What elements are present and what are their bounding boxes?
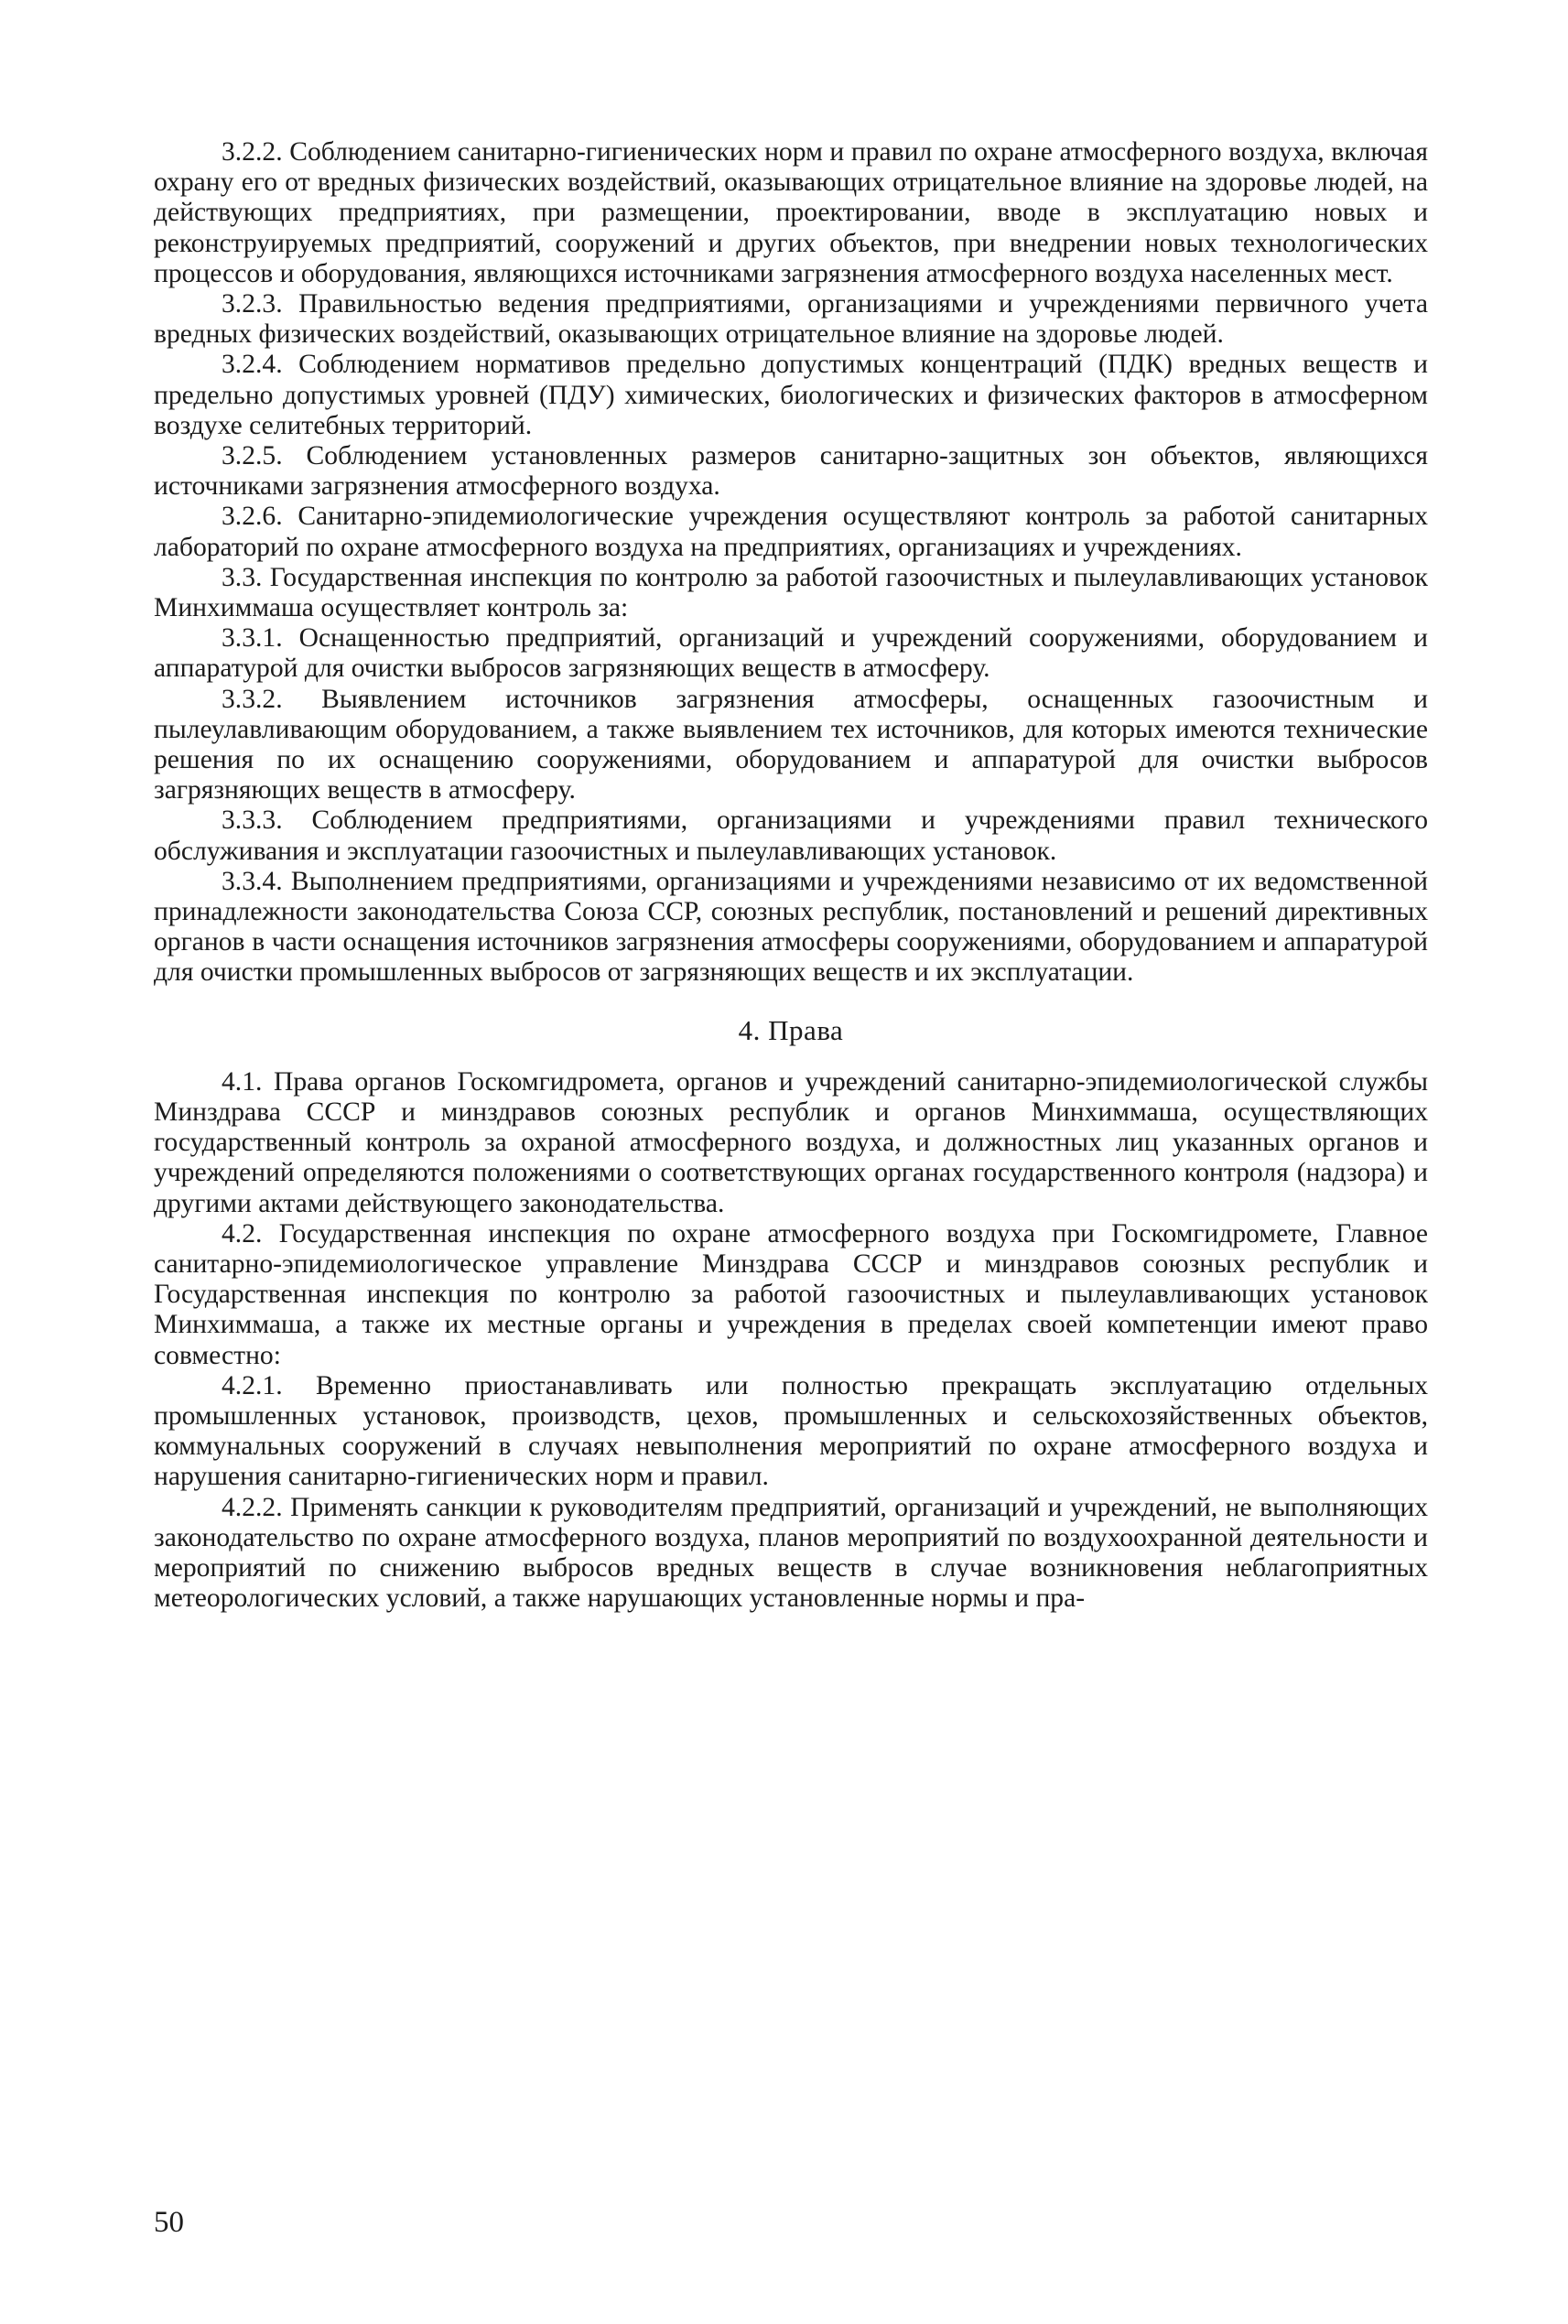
page-number: 50 xyxy=(154,2206,184,2239)
paragraph-3-3-4: 3.3.4. Выполнением предприятиями, организациями и учреждениями независимо от их ведомственной принадлежности законодательства Союза ССР, союзных республик, постановлений и решений директивных органов в части оснащения источников загрязнения атмосферы сооружениями, оборудованием и аппаратурой для очистки промышленных выбросов от загрязняющих веществ и их эксплуатации. xyxy=(154,866,1428,988)
paragraph-3-2-5: 3.2.5. Соблюдением установленных размеров санитарно-защитных зон объектов, являющихся источниками загрязнения атмосферного воздуха. xyxy=(154,441,1428,502)
paragraph-3-3-3: 3.3.3. Соблюдением предприятиями, организациями и учреждениями правил технического обслуживания и эксплуатации газоочистных и пылеулавливающих установок. xyxy=(154,805,1428,866)
paragraph-3-3-1: 3.3.1. Оснащенностью предприятий, организаций и учреждений сооружениями, оборудованием и аппаратурой для очистки выбросов загрязняющих веществ в атмосферу. xyxy=(154,623,1428,684)
paragraph-3-2-6: 3.2.6. Санитарно-эпидемиологические учреждения осуществляют контроль за работой санитарных лабораторий по охране атмосферного воздуха на предприятиях, организациях и учреждениях. xyxy=(154,502,1428,562)
paragraph-3-3-2: 3.3.2. Выявлением источников загрязнения атмосферы, оснащенных газоочистным и пылеулавливающим оборудованием, а также выявлением тех источников, для которых имеются технические решения по их оснащению сооружениями, оборудованием и аппаратурой для очистки выбросов загрязняющих веществ в атмосферу. xyxy=(154,684,1428,805)
paragraph-4-2-1: 4.2.1. Временно приостанавливать или полностью прекращать эксплуатацию отдельных промышленных установок, производств, цехов, промышленных и сельскохозяйственных объектов, коммунальных сооружений в случаях невыполнения мероприятий по охране атмосферного воздуха и нарушения санитарно-гигиенических норм и правил. xyxy=(154,1370,1428,1492)
section-heading-rights: 4. Права xyxy=(738,1013,844,1046)
paragraph-4-2: 4.2. Государственная инспекция по охране атмосферного воздуха при Госкомгидромете, Главное санитарно-эпидемиологическое управление Минздрава СССР и минздравов союзных республик и Государственная инспекция по контролю за работой газоочистных и пылеулавливающих установок Минхиммаша, а также их местные органы и учреждения в пределах своей компетенции имеют право совместно: xyxy=(154,1218,1428,1370)
paragraph-3-2-3: 3.2.3. Правильностью ведения предприятиями, организациями и учреждениями первичного учета вредных физических воздействий, оказывающих отрицательное влияние на здоровье людей. xyxy=(154,289,1428,350)
paragraph-3-2-4: 3.2.4. Соблюдением нормативов предельно допустимых концентраций (ПДК) вредных веществ и предельно допустимых уровней (ПДУ) химических, биологических и физических факторов в атмосферном воздухе селитебных территорий. xyxy=(154,350,1428,440)
paragraph-4-1: 4.1. Права органов Госкомгидромета, органов и учреждений санитарно-эпидемиологической службы Минздрава СССР и минздравов союзных республик и органов Минхиммаша, осуществляющих государственный контроль за охраной атмосферного воздуха, и должностных лиц указанных органов и учреждений определяются положениями о соответствующих органах государственного контроля (надзора) и другими актами действующего законодательства. xyxy=(154,1066,1428,1218)
page-body xyxy=(154,137,1428,1614)
paragraph-3-3: 3.3. Государственная инспекция по контролю за работой газоочистных и пылеулавливающих установок Минхиммаша осуществляет контроль за: xyxy=(154,562,1428,623)
paragraph-3-2-2: 3.2.2. Соблюдением санитарно-гигиенических норм и правил по охране атмосферного воздуха, включая охрану его от вредных физических воздействий, оказывающих отрицательное влияние на здоровье людей, на действующих предприятиях, при размещении, проектировании, вводе в эксплуатацию новых и реконструируемых предприятий, сооружений и других объектов, при внедрении новых технологических процессов и оборудования, являющихся источниками загрязнения атмосферного воздуха населенных мест. xyxy=(154,137,1428,288)
paragraph-4-2-2: 4.2.2. Применять санкции к руководителям предприятий, организаций и учреждений, не выполняющих законодательство по охране атмосферного воздуха, планов мероприятий по воздухоохранной деятельности и мероприятий по снижению выбросов вредных веществ в случае возникновения неблагоприятных метеорологических условий, а также нарушающих установленные нормы и пра- xyxy=(154,1492,1428,1614)
